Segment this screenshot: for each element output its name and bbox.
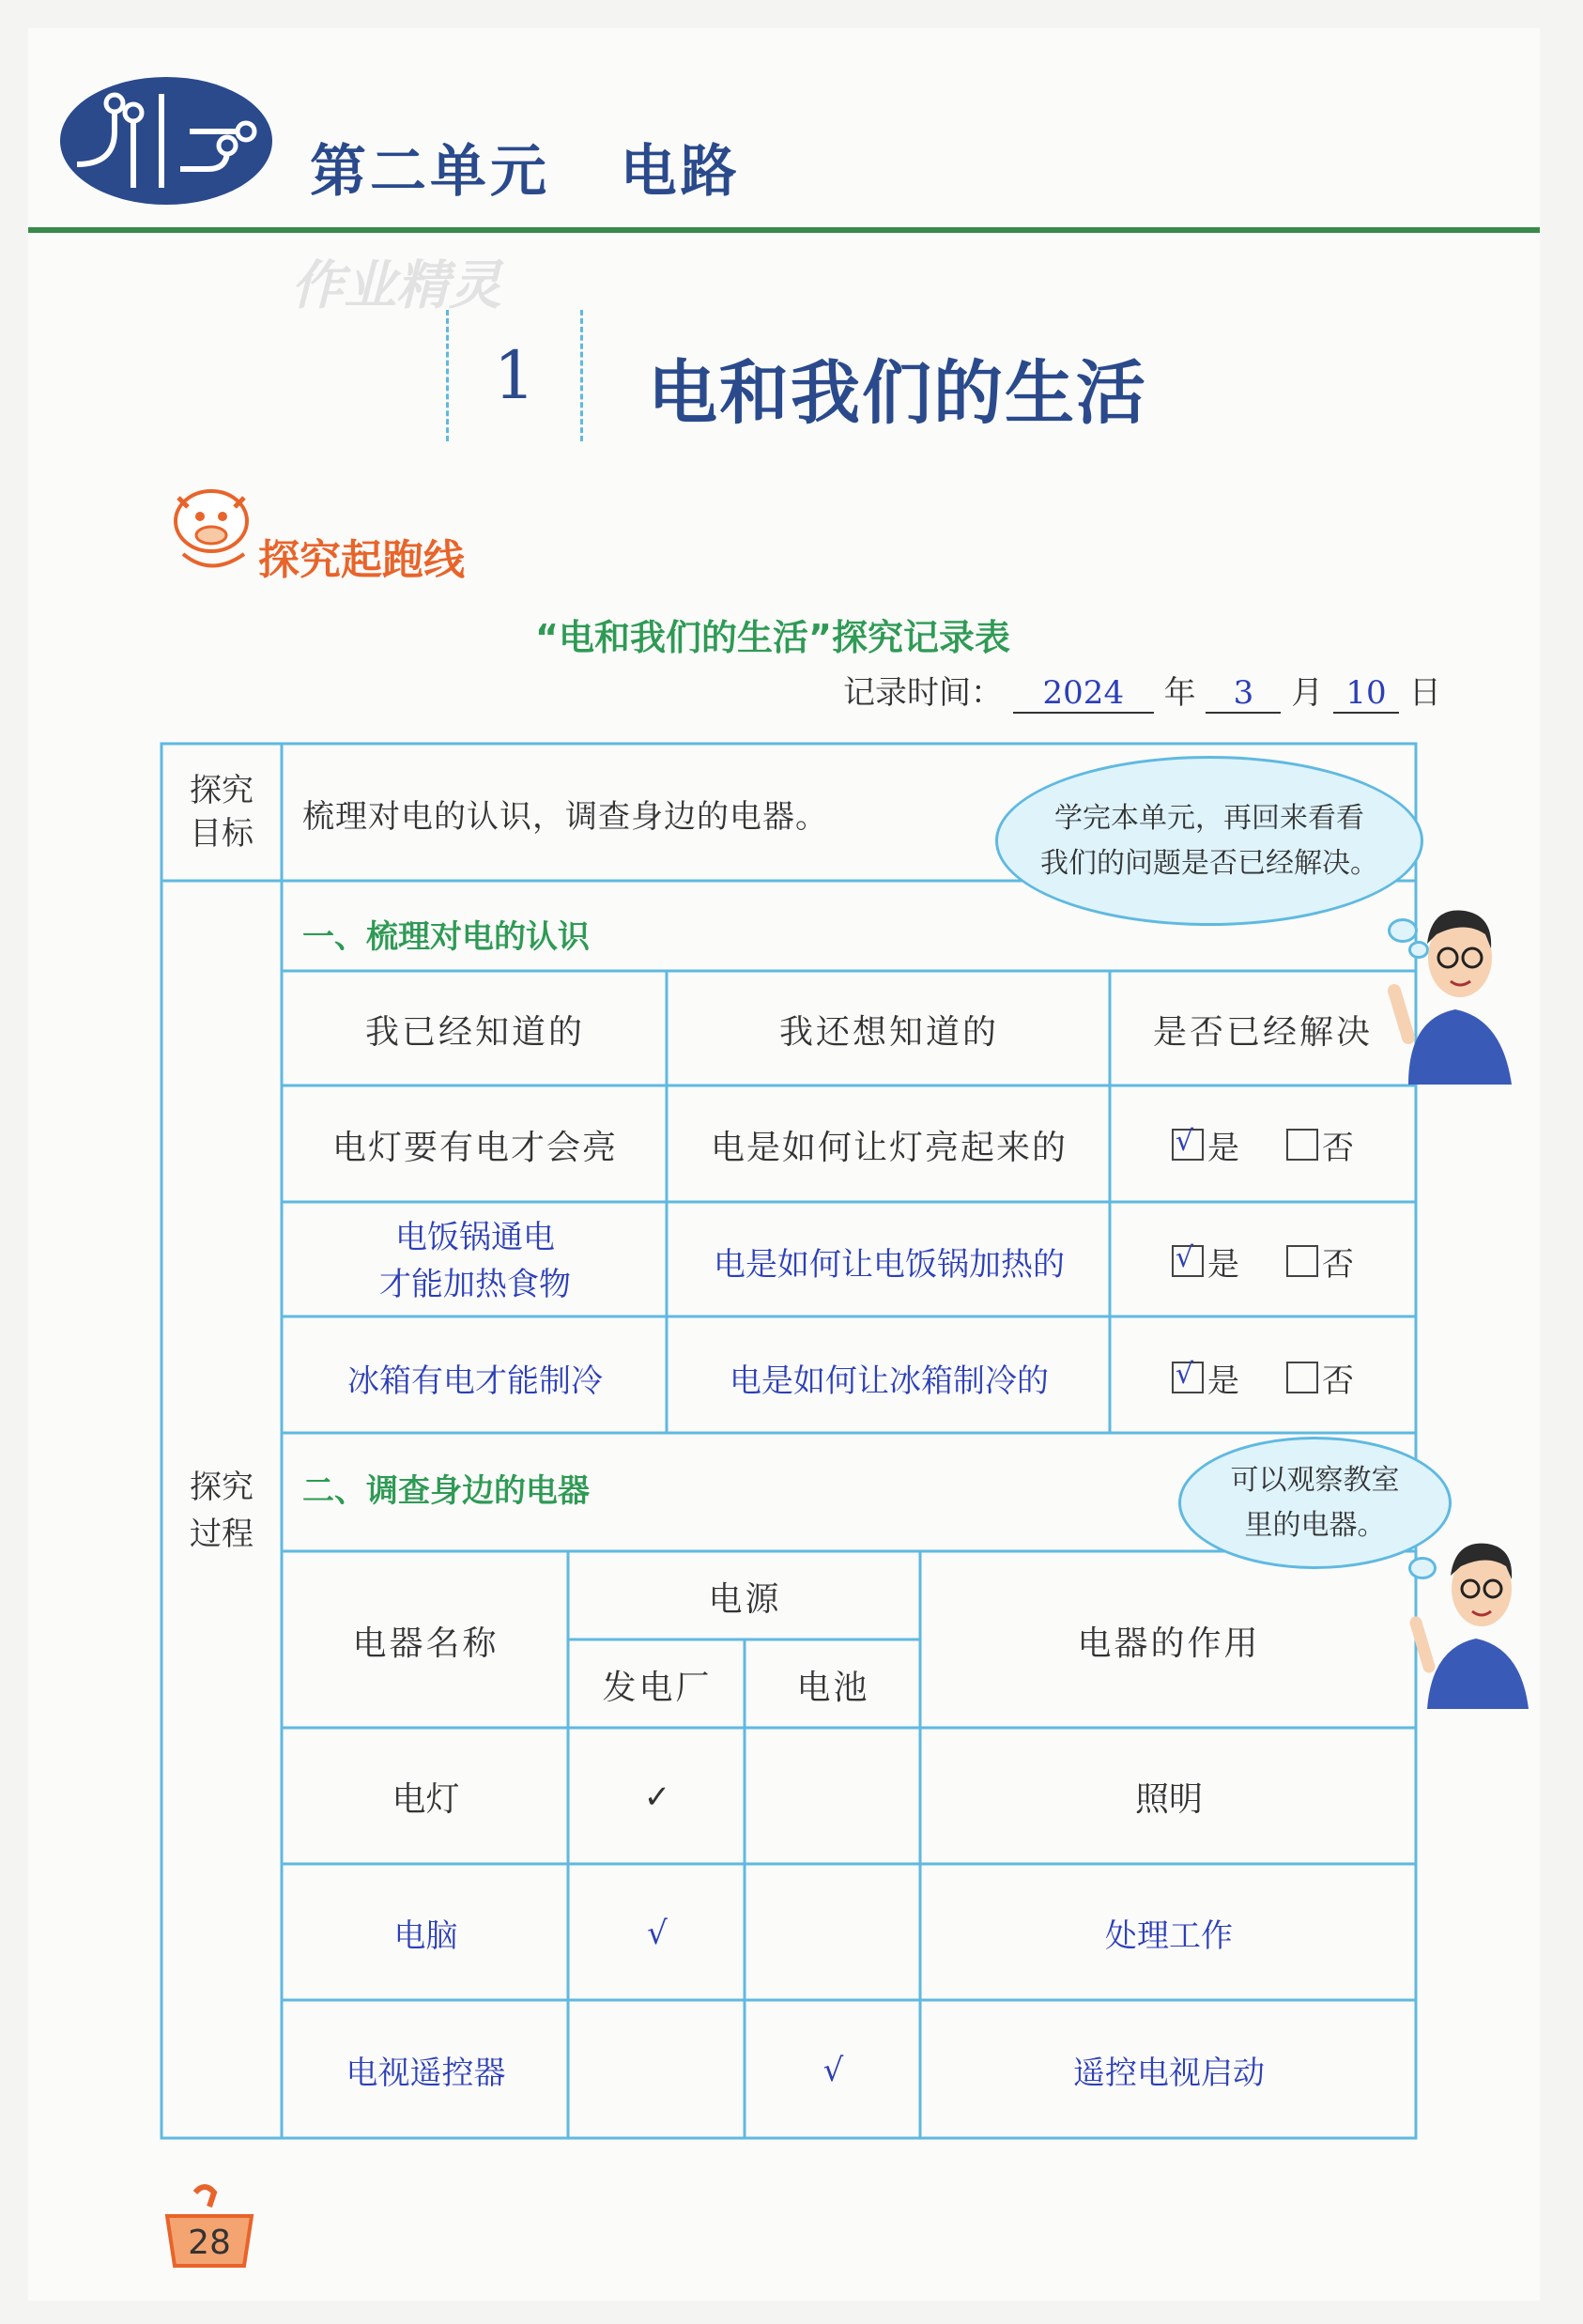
part2-row1-plant: ✓ [643, 1778, 671, 1816]
part2-row3-use: 遥控电视启动 [1073, 2055, 1265, 2092]
record-date [843, 667, 1441, 714]
cow-mascot-icon [155, 479, 268, 582]
page-number: 28 [188, 2223, 231, 2262]
header-rule [28, 227, 1540, 233]
part2-row2-plant: √ [647, 1914, 668, 1952]
part1-row3-solved [1112, 1320, 1414, 1435]
record-title: “电和我们的生活”探究记录表 [535, 617, 1010, 658]
page-number-badge [158, 2183, 261, 2268]
workbook-page [28, 28, 1540, 2301]
yes-checkbox[interactable] [1172, 1362, 1204, 1393]
process-label: 探究 过程 [190, 1468, 254, 1553]
no-label: 否 [1322, 1129, 1354, 1167]
date-year-unit: 年 [1163, 674, 1196, 712]
part2-header-plant: 发电厂 [602, 1668, 713, 1707]
part1-row2-known: 电饭锅通电 才能加热食物 [379, 1219, 571, 1303]
date-label: 记录时间： [843, 674, 1003, 712]
part1-row3-known: 冰箱有电才能制冷 [347, 1362, 603, 1400]
part1-row3-want: 电是如何让冰箱制冷的 [730, 1362, 1049, 1400]
section-label: 探究起跑线 [258, 536, 465, 584]
part2-header-power: 电源 [708, 1579, 782, 1619]
part2-row2-use: 处理工作 [1105, 1917, 1233, 1955]
date-year: 2024 [1013, 674, 1154, 714]
speech-bubble-bottom-text: 可以观察教室 里的电器。 [1230, 1463, 1400, 1542]
yes-label: 是 [1207, 1362, 1239, 1400]
part2-header-name: 电器名称 [352, 1624, 499, 1663]
part1-row2-solved [1112, 1204, 1414, 1318]
goal-text: 梳理对电的认识，调查身边的电器。 [302, 798, 828, 836]
part2-header-battery: 电池 [796, 1668, 870, 1707]
part2-row1-use: 照明 [1134, 1780, 1203, 1819]
part2-row1-battery [746, 1730, 920, 1864]
watermark: 作业精灵 [291, 255, 501, 316]
date-month: 3 [1206, 674, 1281, 714]
speech-bubble-top-text: 学完本单元，再回来看看 我们的问题是否已经解决。 [1040, 801, 1378, 880]
no-label: 否 [1322, 1362, 1354, 1400]
part2-row3-battery: √ [822, 2051, 844, 2089]
part1-header-solved: 是否已经解决 [1152, 1012, 1373, 1052]
no-checkbox[interactable] [1286, 1129, 1318, 1161]
part2-row3-plant [570, 2002, 745, 2138]
part1-row1-solved [1112, 1087, 1414, 1202]
speech-bubble-top [995, 756, 1423, 926]
no-checkbox[interactable] [1286, 1245, 1318, 1277]
date-day-unit: 日 [1408, 674, 1441, 712]
goal-label: 探究 目标 [190, 772, 254, 853]
part2-row2-name: 电脑 [393, 1917, 458, 1955]
teacher-figure-icon [1380, 878, 1521, 1085]
part1-row2-want: 电是如何让电饭锅加热的 [714, 1245, 1065, 1284]
part1-row1-want: 电是如何让灯亮起来的 [710, 1128, 1068, 1167]
date-month-unit: 月 [1291, 674, 1324, 712]
yes-checkbox[interactable] [1172, 1245, 1204, 1277]
part2-header-use: 电器的作用 [1077, 1624, 1261, 1663]
part2-title: 二、调查身边的电器 [302, 1472, 590, 1510]
lesson-number-frame [446, 310, 583, 441]
yes-label: 是 [1207, 1129, 1239, 1167]
date-day: 10 [1333, 674, 1399, 714]
unit-logo-icon [58, 75, 274, 207]
yes-checkbox[interactable] [1172, 1129, 1204, 1161]
teacher-figure-icon [1408, 1512, 1540, 1709]
yes-label: 是 [1207, 1245, 1239, 1284]
part2-row3-name: 电视遥控器 [346, 2055, 506, 2092]
part2-row1-name: 电灯 [392, 1780, 460, 1819]
no-checkbox[interactable] [1286, 1362, 1318, 1393]
unit-title: 第二单元 电路 [310, 139, 741, 205]
part1-header-want: 我还想知道的 [778, 1012, 999, 1052]
lesson-title: 电和我们的生活 [648, 353, 1147, 434]
part1-row1-known: 电灯要有电才会亮 [331, 1128, 618, 1167]
lesson-number: 1 [493, 337, 536, 414]
part1-header-known: 我已经知道的 [364, 1012, 585, 1052]
no-label: 否 [1322, 1245, 1354, 1284]
part2-row2-battery [746, 1866, 920, 2000]
part1-title: 一、梳理对电的认识 [302, 918, 590, 956]
